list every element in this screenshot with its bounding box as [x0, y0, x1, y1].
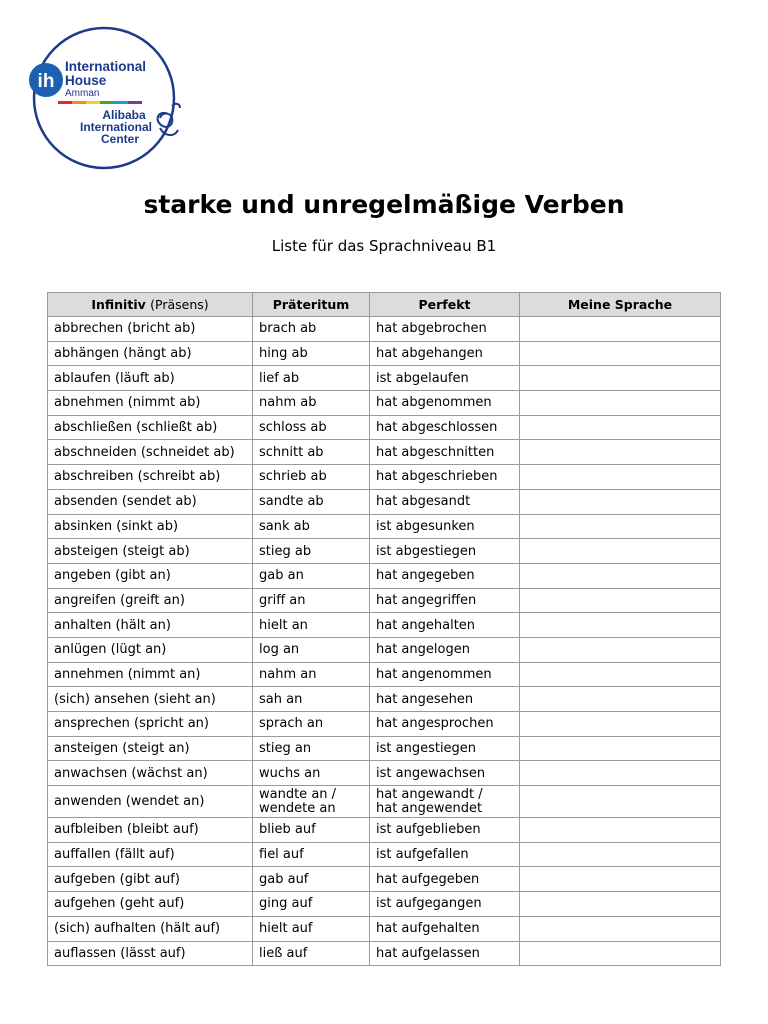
cell-meine-sprache[interactable]: [520, 712, 721, 737]
cell-meine-sprache[interactable]: [520, 941, 721, 966]
page-subtitle: Liste für das Sprachniveau B1: [271, 237, 497, 255]
cell-meine-sprache[interactable]: [520, 842, 721, 867]
cell-infinitiv: auflassen (lässt auf): [48, 941, 253, 966]
cell-perfekt: ist abgesunken: [370, 514, 520, 539]
cell-meine-sprache[interactable]: [520, 341, 721, 366]
cell-perfekt: ist aufgeblieben: [370, 818, 520, 843]
table-row: [48, 391, 721, 416]
cell-praeteritum: griff an: [253, 588, 370, 613]
logo-line-amman: Amman: [65, 88, 100, 99]
table-row: [48, 613, 721, 638]
cell-perfekt: ist angewachsen: [370, 761, 520, 786]
cell-infinitiv: anhalten (hält an): [48, 613, 253, 638]
cell-meine-sprache[interactable]: [520, 539, 721, 564]
table-row: [48, 687, 721, 712]
table-row: [48, 415, 721, 440]
table-row: [48, 867, 721, 892]
cell-infinitiv: angreifen (greift an): [48, 588, 253, 613]
cell-praeteritum: wuchs an: [253, 761, 370, 786]
page-title: starke und unregelmäßige Verben: [143, 190, 625, 219]
cell-meine-sprache[interactable]: [520, 514, 721, 539]
table-row: [48, 489, 721, 514]
cell-meine-sprache[interactable]: [520, 613, 721, 638]
cell-praeteritum: fiel auf: [253, 842, 370, 867]
table-row: [48, 539, 721, 564]
cell-perfekt: hat abgenommen: [370, 391, 520, 416]
cell-infinitiv: abnehmen (nimmt ab): [48, 391, 253, 416]
cell-perfekt: hat abgehangen: [370, 341, 520, 366]
cell-meine-sprache[interactable]: [520, 818, 721, 843]
cell-praeteritum-text: wandte an / wendete an: [259, 786, 337, 816]
cell-infinitiv: aufgehen (geht auf): [48, 892, 253, 917]
header-praeteritum: Präteritum: [253, 293, 370, 317]
cell-perfekt-text: hat angewandt / hat angewendet: [376, 786, 483, 816]
cell-perfekt: hat aufgelassen: [370, 941, 520, 966]
cell-praeteritum: hielt auf: [253, 916, 370, 941]
cell-praeteritum: stieg an: [253, 736, 370, 761]
cell-meine-sprache[interactable]: [520, 786, 721, 818]
cell-praeteritum: brach ab: [253, 317, 370, 342]
ih-badge-text: ih: [37, 71, 55, 92]
cell-infinitiv: abschließen (schließt ab): [48, 415, 253, 440]
cell-perfekt: hat angegriffen: [370, 588, 520, 613]
cell-infinitiv: anlügen (lügt an): [48, 637, 253, 662]
cell-praeteritum: schrieb ab: [253, 465, 370, 490]
cell-praeteritum: gab auf: [253, 867, 370, 892]
cell-perfekt: hat abgeschlossen: [370, 415, 520, 440]
header-meine-sprache: Meine Sprache: [520, 293, 721, 317]
cell-praeteritum: hielt an: [253, 613, 370, 638]
table-row: [48, 786, 721, 818]
cell-meine-sprache[interactable]: [520, 391, 721, 416]
cell-meine-sprache[interactable]: [520, 415, 721, 440]
cell-infinitiv: absteigen (steigt ab): [48, 539, 253, 564]
table-row: [48, 712, 721, 737]
cell-meine-sprache[interactable]: [520, 465, 721, 490]
logo-graphic: [20, 24, 190, 172]
logo-line-house: House: [65, 73, 107, 88]
cell-infinitiv: (sich) aufhalten (hält auf): [48, 916, 253, 941]
cell-praeteritum: schnitt ab: [253, 440, 370, 465]
table-row: [48, 916, 721, 941]
table-row: [48, 341, 721, 366]
table-row: [48, 761, 721, 786]
cell-meine-sprache[interactable]: [520, 662, 721, 687]
table-row: [48, 736, 721, 761]
cell-praeteritum: sandte ab: [253, 489, 370, 514]
cell-perfekt: hat angesehen: [370, 687, 520, 712]
header-infinitiv: [48, 293, 253, 317]
cell-meine-sprache[interactable]: [520, 489, 721, 514]
cell-perfekt: hat angegeben: [370, 563, 520, 588]
cell-perfekt: hat abgesandt: [370, 489, 520, 514]
cell-praeteritum: nahm ab: [253, 391, 370, 416]
cell-praeteritum: stieg ab: [253, 539, 370, 564]
cell-infinitiv: anwenden (wendet an): [48, 786, 253, 818]
cell-meine-sprache[interactable]: [520, 366, 721, 391]
cell-perfekt: hat angelogen: [370, 637, 520, 662]
table-row: [48, 818, 721, 843]
cell-perfekt: ist aufgefallen: [370, 842, 520, 867]
table-body: [48, 317, 721, 966]
cell-meine-sprache[interactable]: [520, 637, 721, 662]
table-row: [48, 440, 721, 465]
cell-praeteritum: sah an: [253, 687, 370, 712]
cell-praeteritum: ließ auf: [253, 941, 370, 966]
cell-infinitiv: ablaufen (läuft ab): [48, 366, 253, 391]
cell-perfekt: hat aufgehalten: [370, 916, 520, 941]
verb-table: [47, 292, 721, 966]
cell-meine-sprache[interactable]: [520, 916, 721, 941]
table-row: [48, 366, 721, 391]
cell-perfekt: ist aufgegangen: [370, 892, 520, 917]
logo-line-international: International: [65, 59, 147, 74]
cell-meine-sprache[interactable]: [520, 892, 721, 917]
cell-infinitiv: annehmen (nimmt an): [48, 662, 253, 687]
table-row: [48, 317, 721, 342]
alibaba-emblem-icon: [158, 104, 180, 135]
cell-infinitiv: absinken (sinkt ab): [48, 514, 253, 539]
cell-infinitiv: abhängen (hängt ab): [48, 341, 253, 366]
cell-infinitiv: auffallen (fällt auf): [48, 842, 253, 867]
logo-ring: [34, 28, 174, 168]
cell-infinitiv: ansprechen (spricht an): [48, 712, 253, 737]
cell-perfekt: hat abgeschrieben: [370, 465, 520, 490]
cell-infinitiv: anwachsen (wächst an): [48, 761, 253, 786]
cell-praeteritum: schloss ab: [253, 415, 370, 440]
cell-praeteritum: ging auf: [253, 892, 370, 917]
cell-infinitiv: abschneiden (schneidet ab): [48, 440, 253, 465]
cell-praeteritum: sank ab: [253, 514, 370, 539]
cell-perfekt: ist angestiegen: [370, 736, 520, 761]
logo-line-international-2: International: [79, 120, 153, 134]
table-row: [48, 588, 721, 613]
header-perfekt: Perfekt: [370, 293, 520, 317]
cell-infinitiv: absenden (sendet ab): [48, 489, 253, 514]
table-row: [48, 514, 721, 539]
cell-infinitiv: abbrechen (bricht ab): [48, 317, 253, 342]
cell-infinitiv: ansteigen (steigt an): [48, 736, 253, 761]
cell-infinitiv: aufgeben (gibt auf): [48, 867, 253, 892]
cell-praeteritum: sprach an: [253, 712, 370, 737]
cell-meine-sprache[interactable]: [520, 736, 721, 761]
logo-line-center: Center: [100, 132, 140, 146]
cell-praeteritum: log an: [253, 637, 370, 662]
cell-perfekt: hat angenommen: [370, 662, 520, 687]
ih-amman-logo: [20, 24, 190, 172]
table-row: [48, 662, 721, 687]
cell-praeteritum: gab an: [253, 563, 370, 588]
cell-perfekt: hat angehalten: [370, 613, 520, 638]
table-row: [48, 892, 721, 917]
cell-infinitiv: (sich) ansehen (sieht an): [48, 687, 253, 712]
cell-praeteritum: nahm an: [253, 662, 370, 687]
cell-praeteritum: lief ab: [253, 366, 370, 391]
table-row: [48, 563, 721, 588]
cell-perfekt: ist abgelaufen: [370, 366, 520, 391]
cell-meine-sprache[interactable]: [520, 317, 721, 342]
cell-infinitiv: abschreiben (schreibt ab): [48, 465, 253, 490]
cell-meine-sprache[interactable]: [520, 761, 721, 786]
header-infinitiv-light: (Präsens): [150, 297, 209, 312]
cell-meine-sprache[interactable]: [520, 867, 721, 892]
cell-praeteritum: [253, 786, 370, 818]
cell-perfekt: hat angesprochen: [370, 712, 520, 737]
cell-meine-sprache[interactable]: [520, 588, 721, 613]
cell-meine-sprache[interactable]: [520, 687, 721, 712]
cell-perfekt: hat abgeschnitten: [370, 440, 520, 465]
cell-perfekt: ist abgestiegen: [370, 539, 520, 564]
cell-perfekt: [370, 786, 520, 818]
logo-color-stripe: [58, 101, 142, 104]
table-row: [48, 637, 721, 662]
logo-line-alibaba: Alibaba: [102, 108, 146, 122]
cell-meine-sprache[interactable]: [520, 440, 721, 465]
header-infinitiv-bold: Infinitiv: [91, 297, 146, 312]
table-row: [48, 465, 721, 490]
table-row: [48, 941, 721, 966]
cell-perfekt: hat aufgegeben: [370, 867, 520, 892]
cell-meine-sprache[interactable]: [520, 563, 721, 588]
table-header-row: [48, 293, 721, 317]
cell-infinitiv: aufbleiben (bleibt auf): [48, 818, 253, 843]
cell-infinitiv: angeben (gibt an): [48, 563, 253, 588]
cell-praeteritum: blieb auf: [253, 818, 370, 843]
cell-perfekt: hat abgebrochen: [370, 317, 520, 342]
table-row: [48, 842, 721, 867]
cell-praeteritum: hing ab: [253, 341, 370, 366]
